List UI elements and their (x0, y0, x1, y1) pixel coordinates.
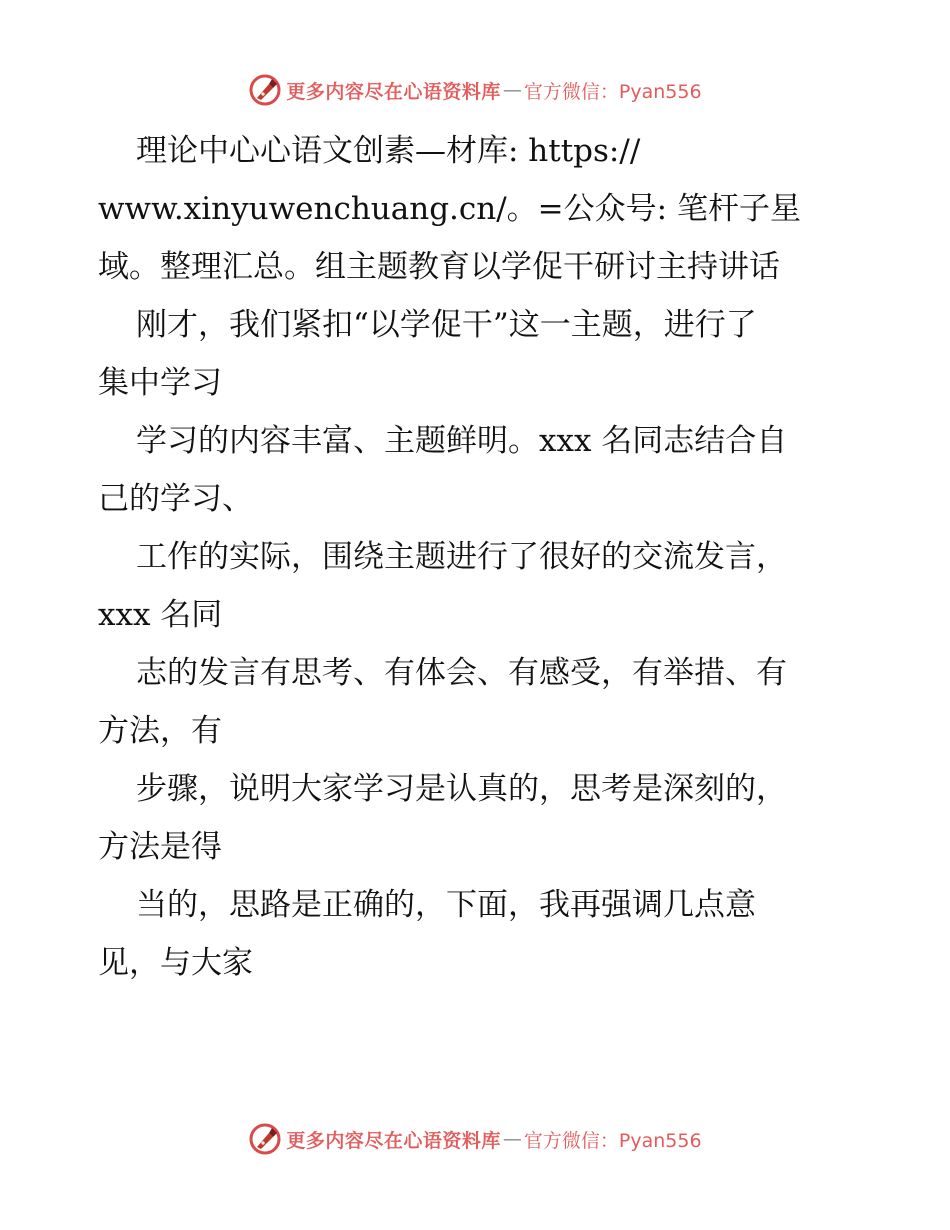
header-watermark (0, 70, 950, 110)
text-line: 步骤，说明大家学习是认真的，思考是深刻的， (136, 771, 787, 807)
text-line: 集中学习 (98, 365, 222, 401)
text-line: 学习的内容丰富、主题鲜明。xxx 名同志结合自 (136, 423, 788, 459)
header-brand-name: 更多内容尽在心语资料库 (286, 80, 501, 103)
footer-separator: — (502, 1128, 522, 1150)
footer-watermark (0, 1119, 950, 1159)
pen-nib-circle-icon (248, 1122, 282, 1156)
footer-brand-name: 更多内容尽在心语资料库 (286, 1129, 501, 1152)
text-line: 工作的实际，围绕主题进行了很好的交流发言， (136, 539, 787, 575)
text-line: 当的，思路是正确的，下面，我再强调几点意 (136, 887, 756, 923)
text-line: 域。整理汇总。组主题教育以学促干研讨主持讲话 (98, 249, 780, 285)
header-contact: 官方微信：Pyan556 (523, 80, 702, 103)
text-line: 方法，有 (98, 713, 222, 749)
text-line: www.xinyuwenchuang.cn/。=公众号: 笔杆子星 (98, 191, 801, 227)
text-line: 方法是得 (98, 829, 222, 865)
text-line: xxx 名同 (98, 597, 223, 633)
document-body (98, 122, 858, 992)
header-separator: — (502, 79, 522, 101)
text-line: 刚才，我们紧扣“以学促干”这一主题，进行了 (136, 307, 757, 343)
text-line: 见，与大家 (98, 945, 253, 981)
text-line: 己的学习、 (98, 481, 253, 517)
footer-contact: 官方微信：Pyan556 (523, 1129, 702, 1152)
text-line: 理论中心心语文创素—材库: https:// (136, 133, 641, 169)
pen-nib-circle-icon (248, 73, 282, 107)
text-line: 志的发言有思考、有体会、有感受，有举措、有 (136, 655, 787, 691)
